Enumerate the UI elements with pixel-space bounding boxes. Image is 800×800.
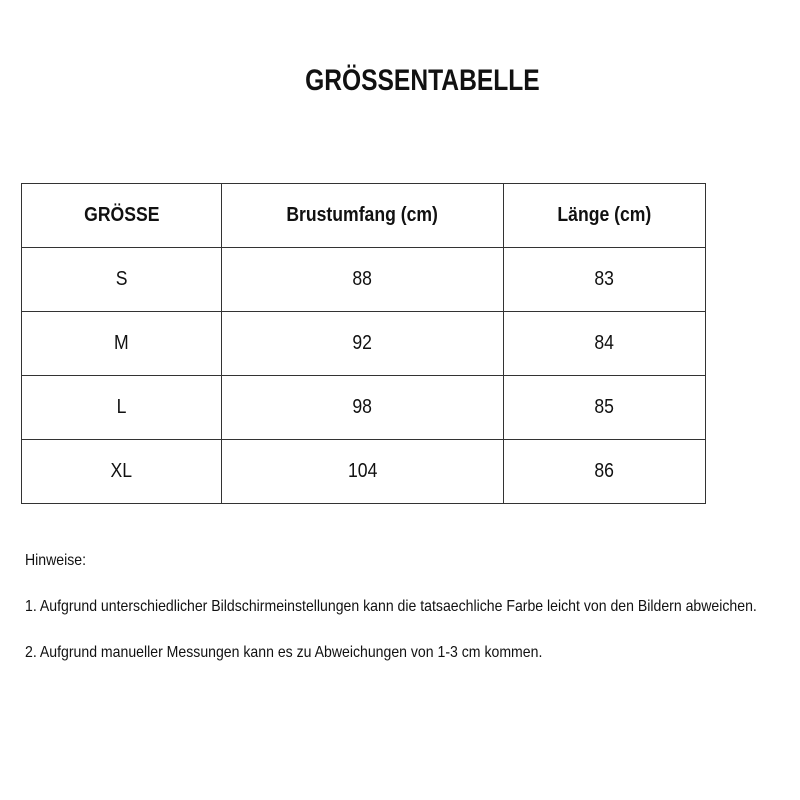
chest-value: 92 bbox=[352, 332, 373, 354]
length-cell bbox=[504, 248, 706, 312]
notes-heading: Hinweise: bbox=[25, 552, 87, 569]
header-chest-label: Brustumfang (cm) bbox=[286, 204, 439, 226]
header-chest bbox=[222, 184, 504, 248]
header-length-label: Länge (cm) bbox=[557, 204, 652, 226]
length-value: 83 bbox=[594, 268, 615, 290]
size-value: S bbox=[115, 268, 128, 290]
length-value: 85 bbox=[594, 396, 615, 418]
size-value: M bbox=[114, 332, 129, 354]
chest-value: 98 bbox=[352, 396, 373, 418]
table-header-row bbox=[22, 184, 706, 248]
length-cell bbox=[504, 376, 706, 440]
length-cell bbox=[504, 312, 706, 376]
length-cell bbox=[504, 440, 706, 504]
size-value: L bbox=[116, 396, 127, 418]
table-row bbox=[22, 312, 706, 376]
table-row bbox=[22, 376, 706, 440]
length-value: 86 bbox=[594, 460, 615, 482]
page-title: GRÖSSENTABELLE bbox=[305, 64, 540, 97]
size-table bbox=[21, 183, 706, 504]
note-item: 2. Aufgrund manueller Messungen kann es zu Abweichungen von 1-3 cm kommen. bbox=[25, 644, 543, 661]
chest-cell bbox=[222, 312, 504, 376]
chest-value: 104 bbox=[347, 460, 378, 482]
table-row bbox=[22, 248, 706, 312]
header-length bbox=[504, 184, 706, 248]
size-cell bbox=[22, 248, 222, 312]
note-item: 1. Aufgrund unterschiedlicher Bildschirmeinstellungen kann die tatsaechliche Farbe leicht von den Bildern abweichen. bbox=[25, 598, 757, 615]
chest-value: 88 bbox=[352, 268, 373, 290]
chest-cell bbox=[222, 248, 504, 312]
size-value: XL bbox=[110, 460, 133, 482]
header-size bbox=[22, 184, 222, 248]
table-row bbox=[22, 440, 706, 504]
size-cell bbox=[22, 440, 222, 504]
chest-cell bbox=[222, 376, 504, 440]
size-cell bbox=[22, 376, 222, 440]
size-cell bbox=[22, 312, 222, 376]
header-size-label: GRÖSSE bbox=[83, 204, 160, 226]
chest-cell bbox=[222, 440, 504, 504]
length-value: 84 bbox=[594, 332, 615, 354]
